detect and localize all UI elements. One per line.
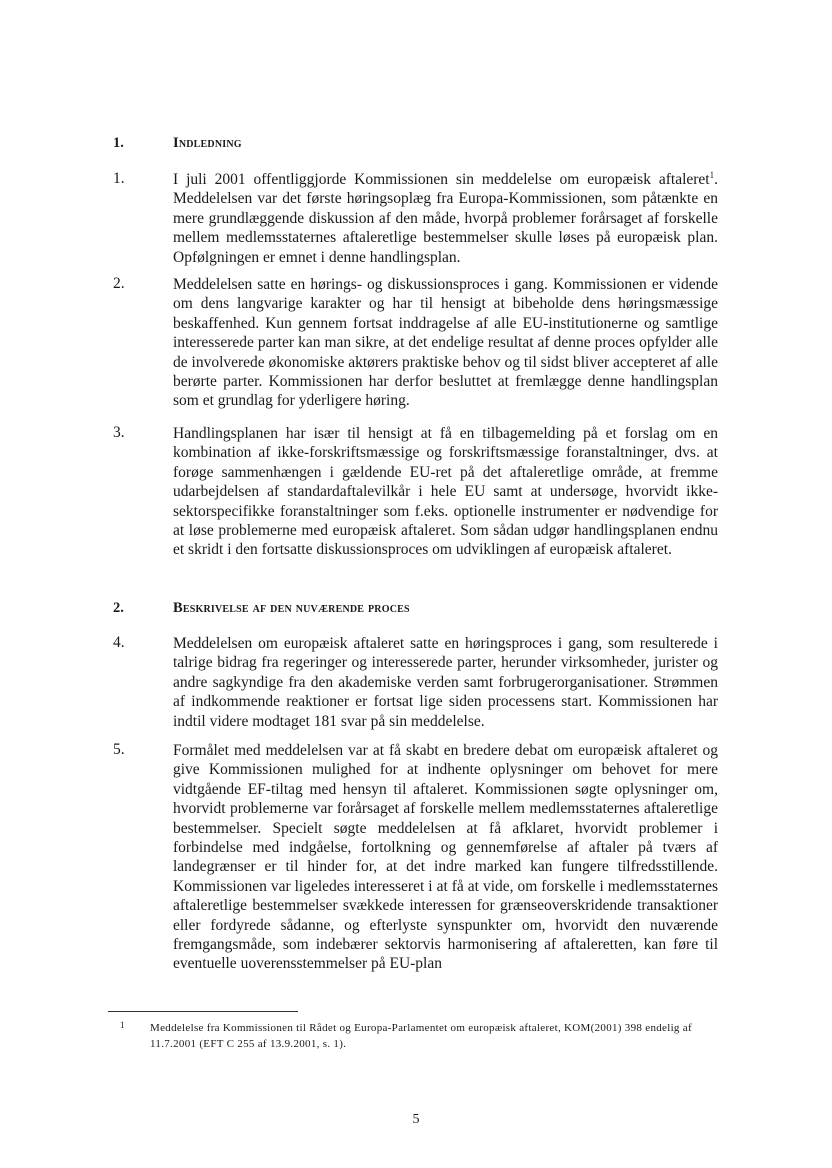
paragraph-number: 4. <box>113 634 125 651</box>
footnote-divider <box>108 1011 298 1012</box>
paragraph-text: Meddelelsen om europæisk aftaleret satte en høringsproces i gang, som resulterede i talrige bidrag fra regeringer og interesserede parter, herunder virksomheder, jurister og andre sagkyndige fra den akademiske verden samt forbrugerorganisationer. Strømmen af indkommende reaktioner er fortsat lige siden processens start. Kommissionen har indtil videre modtaget 181 svar på sin meddelelse. <box>173 635 718 730</box>
page-number: 5 <box>412 1112 420 1127</box>
section-number: 1. <box>113 135 124 151</box>
footnote-mark: 1 <box>120 1020 125 1030</box>
paragraph-number: 5. <box>113 741 125 758</box>
paragraph-number: 3. <box>113 424 125 441</box>
paragraph-number: 1. <box>113 170 125 187</box>
paragraph-number: 2. <box>113 275 125 292</box>
footnote-text: Meddelelse fra Kommissionen til Rådet og Europa-Parlamentet om europæisk aftaleret, KOM(2001) 398 endelig af 11.7.2001 (EFT C 255 af 13.9.2001, s. 1). <box>150 1022 692 1050</box>
section-title: Indledning <box>173 135 242 151</box>
section-number: 2. <box>113 600 124 616</box>
footnote-reference[interactable]: 1 <box>709 169 715 180</box>
paragraph-text: Meddelelsen satte en hørings- og diskussionsproces i gang. Kommissionen er vidende om dens langvarige karakter og har til hensigt at bibeholde dens høringsmæssige beskaffenhed. Kun gennem fortsat inddragelse af alle EU-institutionerne og samtlige interesserede parter kan man sikre, at det endelige resultat af denne proces opfylder alle de involverede økonomiske aktørers praktiske behov og til sidst bliver accepteret af alle berørte parter. Kommissionen har derfor besluttet at fremlægge denne handlingsplan som et grundlag for yderligere høring. <box>173 276 718 410</box>
section-title: Beskrivelse af den nuværende proces <box>173 600 410 616</box>
paragraph-text: Handlingsplanen har især til hensigt at få en tilbagemelding på et forslag om en kombination af ikke-forskriftsmæssige og forskriftsmæssige foranstaltninger, dvs. at forøge sammenhængen i gældende EU-ret på det aftaleretlige område, at fremme udarbejdelsen af standardaftalevilkår i hele EU samt at undersøge, hvorvidt ikke-sektorspecifikke foranstaltninger som f.eks. optionelle instrumenter er nødvendige for at løse problemerne med europæisk aftaleret. Som sådan udgør handlingsplanen endnu et skridt i den fortsatte diskussionsproces om udviklingen af europæisk aftaleret. <box>173 425 718 559</box>
paragraph-text: Formålet med meddelelsen var at få skabt en bredere debat om europæisk aftaleret og give Kommissionen mulighed for at indhente oplysninger om behovet for mere vidtgående EF-tiltag med hensyn til aftaleret. Kommissionen søgte oplysninger om, hvorvidt problemerne var forårsaget af forskelle mellem medlemsstaternes aftaleretlige bestemmelser. Specielt søgte meddelelsen at få afklaret, hvorvidt problemer i forbindelse med indgåelse, fortolkning og gennemførelse af aftaler på tværs af landegrænser er til hinder for, at det indre marked kan fungere tilfredsstillende. Kommissionen var ligeledes interesseret i at få at vide, om forskelle i medlemsstaternes aftaleretlige bestemmelser svækkede interessen for grænseoverskridende transaktioner eller fordyrede sådanne, og efterlyste synspunkter om, hvorvidt den nuværende fremgangsmåde, som indebærer sektorvis harmonisering af aftaleretten, kan føre til eventuelle uoverensstemmelser på EU-plan <box>173 742 718 973</box>
paragraph-text: I juli 2001 offentliggjorde Kommissionen sin meddelelse om europæisk aftaleret$^1$. Meddelelsen var det første høringsoplæg fra Europa-Kommissionen, som påtænkte en mere grundlæggende diskussion af den måde, hvorpå problemer forårsaget af forskelle mellem medlemsstaternes aftaleretlige bestemmelser skulle løses på europæisk plan. Opfølgningen er emnet i denne handlingsplan. <box>173 169 718 266</box>
